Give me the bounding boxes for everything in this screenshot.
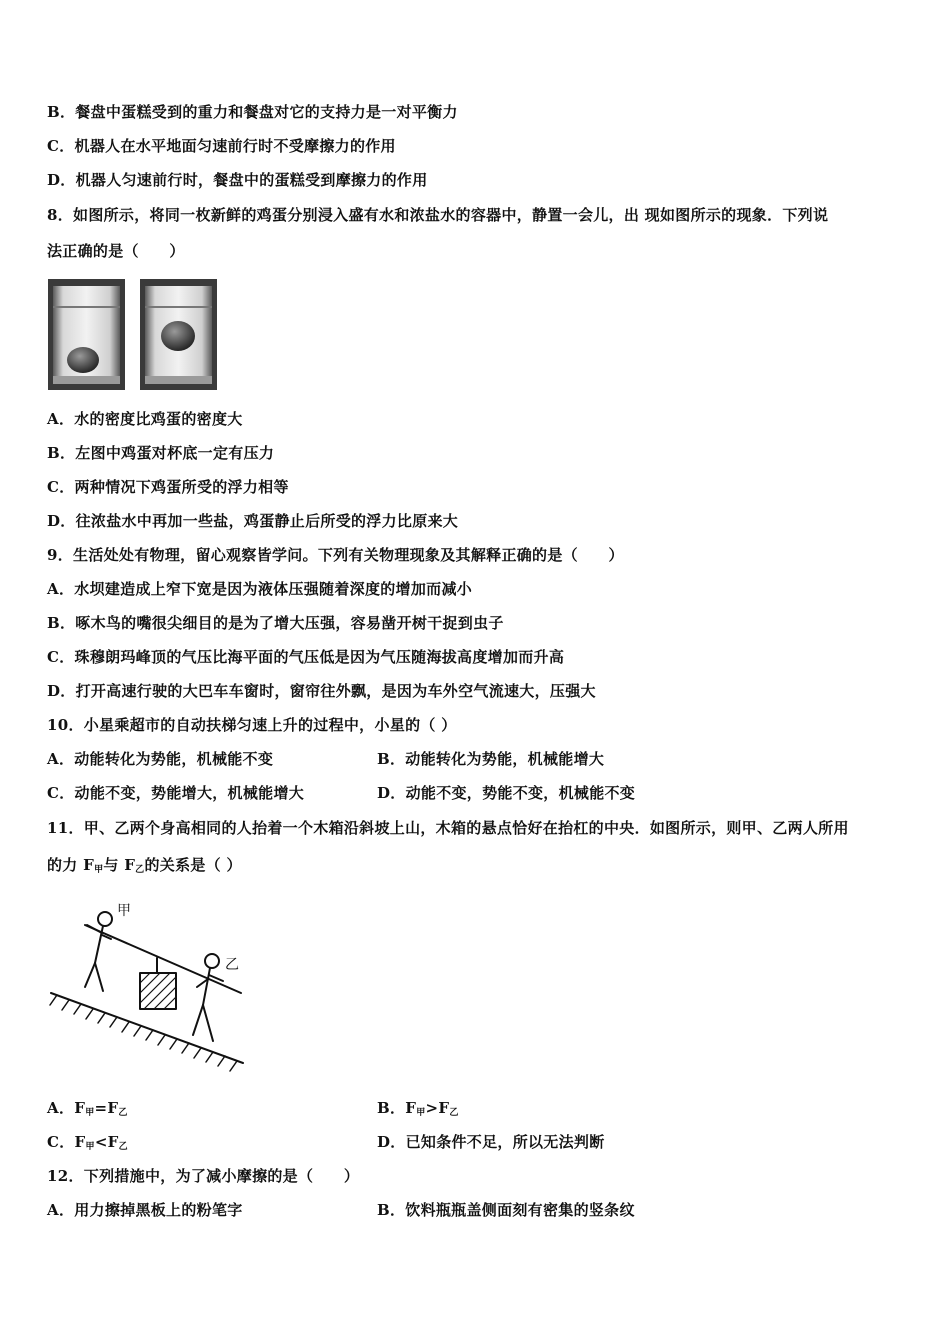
- q10-stem: 10．小星乘超市的自动扶梯匀速上升的过程中，小星的（ ）: [47, 716, 457, 734]
- q8-option-b: B．左图中鸡蛋对杯底一定有压力: [47, 444, 275, 462]
- egg-beakers-figure: [47, 278, 219, 392]
- q10-option-d: D．动能不变，势能不变，机械能不变: [377, 784, 636, 802]
- q8-stem-line1: 8．如图所示，将同一枚新鲜的鸡蛋分别浸入盛有水和浓盐水的容器中，静置一会儿，出 现如图所示的现象．下列说: [47, 206, 829, 224]
- slope-line: [51, 993, 243, 1063]
- q11-stem-line2: 的力 $F_甲$与 $F_乙$的关系是（ ）: [47, 856, 242, 875]
- q10-option-c: C．动能不变，势能增大，机械能增大: [47, 784, 305, 802]
- q7-option-c: C．机器人在水平地面匀速前行时不受摩擦力的作用: [47, 137, 396, 155]
- label-yi: 乙: [225, 957, 239, 973]
- q9-option-a: A．水坝建造成上窄下宽是因为液体压强随着深度的增加而减小: [47, 580, 473, 598]
- person-jia: [85, 912, 112, 991]
- q9-option-d: D．打开高速行驶的大巴车车窗时，窗帘往外飘，是因为车外空气流速大，压强大: [47, 682, 596, 700]
- egg-floating: [161, 321, 195, 351]
- label-jia: 甲: [117, 903, 131, 919]
- box-hatching: [140, 973, 176, 1009]
- q8-option-c: C．两种情况下鸡蛋所受的浮力相等: [47, 478, 289, 496]
- q8-stem-line2: 法正确的是（ ）: [47, 242, 185, 260]
- q12-option-b: B．饮料瓶瓶盖侧面刻有密集的竖条纹: [377, 1201, 635, 1219]
- q11-stem-line1: 11．甲、乙两个身高相同的人抬着一个木箱沿斜坡上山，木箱的悬点恰好在抬杠的中央．如图所示，则甲、乙两人所用: [47, 819, 849, 837]
- q7-option-d: D．机器人匀速前行时，餐盘中的蛋糕受到摩擦力的作用: [47, 171, 428, 189]
- q7-option-b: B．餐盘中蛋糕受到的重力和餐盘对它的支持力是一对平衡力: [47, 103, 458, 121]
- slope-carrying-figure: [47, 895, 247, 1075]
- q8-option-d: D．往浓盐水中再加一些盐，鸡蛋静止后所受的浮力比原来大: [47, 512, 459, 530]
- person-yi: [193, 954, 223, 1041]
- q12-stem: 12．下列措施中，为了减小摩擦的是（ ）: [47, 1167, 360, 1185]
- carrying-pole: [85, 925, 241, 993]
- slope-hatching: [50, 995, 237, 1071]
- q11-option-a: A．$F_甲=F_乙$: [47, 1099, 128, 1118]
- q11-option-c: C．$F_甲<F_乙$: [47, 1133, 128, 1152]
- q8-option-a: A．水的密度比鸡蛋的密度大: [47, 410, 243, 428]
- q11-option-d: D．已知条件不足，所以无法判断: [377, 1133, 605, 1151]
- q9-option-c: C．珠穆朗玛峰顶的气压比海平面的气压低是因为气压随海拔高度增加而升高: [47, 648, 565, 666]
- beaker-water: [48, 279, 125, 390]
- q9-stem: 9．生活处处有物理，留心观察皆学问。下列有关物理现象及其解释正确的是（ ）: [47, 546, 624, 564]
- q12-option-a: A．用力擦掉黑板上的粉笔字: [47, 1201, 243, 1219]
- beaker-salt-water: [140, 279, 217, 390]
- q10-option-b: B．动能转化为势能，机械能增大: [377, 750, 605, 768]
- q10-option-a: A．动能转化为势能，机械能不变: [47, 750, 274, 768]
- egg-sunk: [67, 347, 99, 373]
- q9-option-b: B．啄木鸟的嘴很尖细目的是为了增大压强，容易凿开树干捉到虫子: [47, 614, 504, 632]
- q11-option-b: B．$F_甲>F_乙$: [377, 1099, 459, 1118]
